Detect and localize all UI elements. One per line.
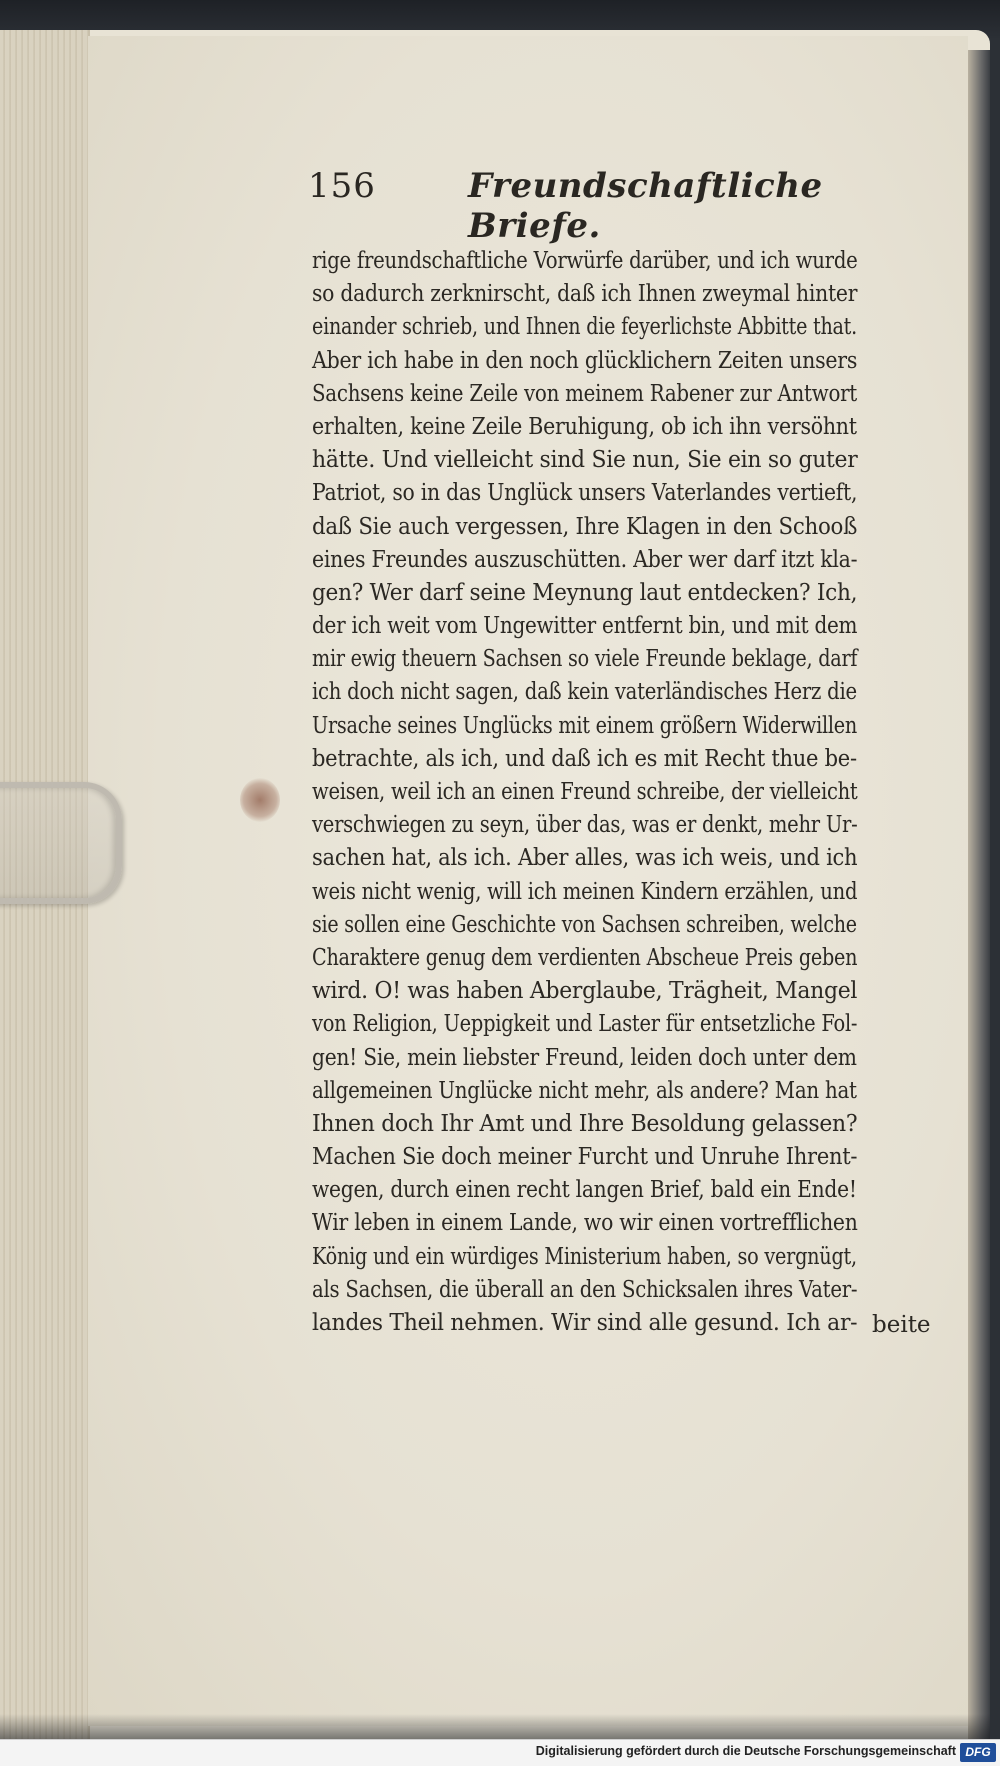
text-line: von Religion, Ueppigkeit und Laster für entsetzliche Fol-: [312, 1011, 858, 1038]
page-number: 156: [308, 166, 376, 206]
text-line: allgemeinen Unglücke nicht mehr, als andere? Man hat: [312, 1077, 857, 1104]
book-spine-edge: [968, 50, 990, 1740]
text-line: Ursache seines Unglücks mit einem größern Widerwillen: [312, 712, 858, 739]
dfg-logo: DFG: [960, 1743, 996, 1762]
footer-credit: Digitalisierung gefördert durch die Deutsche Forschungsgemeinschaft: [535, 1744, 956, 1758]
running-title: Freundschaftliche Briefe.: [468, 166, 823, 246]
text-line: betrachte, als ich, und daß ich es mit Recht thue be-: [312, 745, 857, 772]
page-clip: [0, 782, 122, 904]
text-line: mir ewig theuern Sachsen so viele Freunde beklage, darf: [312, 646, 858, 673]
text-line: gen! Sie, mein liebster Freund, leiden doch unter dem: [312, 1044, 857, 1071]
text-line: weis nicht wenig, will ich meinen Kindern erzählen, und: [312, 878, 858, 905]
text-line: als Sachsen, die überall an den Schicksalen ihres Vater-: [312, 1276, 858, 1303]
text-line: so dadurch zerknirscht, daß ich Ihnen zweymal hinter: [312, 281, 858, 308]
text-line: landes Theil nehmen. Wir sind alle gesund. Ich ar-: [312, 1310, 858, 1336]
text-line: eines Freundes auszuschütten. Aber wer darf itzt kla-: [312, 546, 858, 573]
body-text: [312, 245, 922, 1340]
text-line: weisen, weil ich an einen Freund schreibe, der vielleicht: [312, 779, 858, 805]
text-line: wird. O! was haben Aberglaube, Trägheit, Mangel: [312, 978, 858, 1005]
text-line: der ich weit vom Ungewitter entfernt bin, und mit dem: [312, 613, 858, 640]
text-line: König und ein würdiges Ministerium haben, so vergnügt,: [312, 1243, 857, 1270]
text-line: Aber ich habe in den noch glücklichern Zeiten unsers: [312, 347, 858, 374]
text-line: sie sollen eine Geschichte von Sachsen schreiben, welche: [312, 911, 857, 938]
text-line: Sachsens keine Zeile von meinem Rabener zur Antwort: [312, 380, 858, 407]
text-line: Machen Sie doch meiner Furcht und Unruhe Ihrent-: [312, 1144, 858, 1171]
page-header: [308, 166, 868, 246]
text-line: erhalten, keine Zeile Beruhigung, ob ich ihn versöhnt: [312, 413, 857, 440]
text-line: Charaktere genug dem verdienten Abscheue Preis geben: [312, 944, 858, 971]
text-line: Ihnen doch Ihr Amt und Ihre Besoldung gelassen?: [312, 1110, 858, 1137]
text-line: verschwiegen zu seyn, über das, was er denkt, mehr Ur-: [312, 812, 858, 839]
catchword: beite: [872, 1312, 931, 1338]
text-line: Wir leben in einem Lande, wo wir einen vortrefflichen: [312, 1210, 858, 1237]
text-line: einander schrieb, und Ihnen die feyerlichste Abbitte that.: [312, 314, 857, 341]
bottom-shadow: [0, 1714, 990, 1740]
text-line: sachen hat, als ich. Aber alles, was ich weis, und ich: [312, 845, 858, 872]
text-line: gen? Wer darf seine Meynung laut entdecken? Ich,: [312, 579, 858, 606]
text-line: rige freundschaftliche Vorwürfe darüber, und ich wurde: [312, 248, 858, 274]
text-line: wegen, durch einen recht langen Brief, bald ein Ende!: [312, 1177, 857, 1204]
ink-stain: [240, 778, 280, 822]
text-line: hätte. Und vielleicht sind Sie nun, Sie ein so guter: [312, 447, 858, 474]
digitization-footer: [0, 1739, 1000, 1766]
text-line: Patriot, so in das Unglück unsers Vaterlandes vertieft,: [312, 480, 858, 507]
text-line: daß Sie auch vergessen, Ihre Klagen in den Schooß: [312, 513, 858, 540]
text-line: ich doch nicht sagen, daß kein vaterländisches Herz die: [312, 679, 857, 706]
